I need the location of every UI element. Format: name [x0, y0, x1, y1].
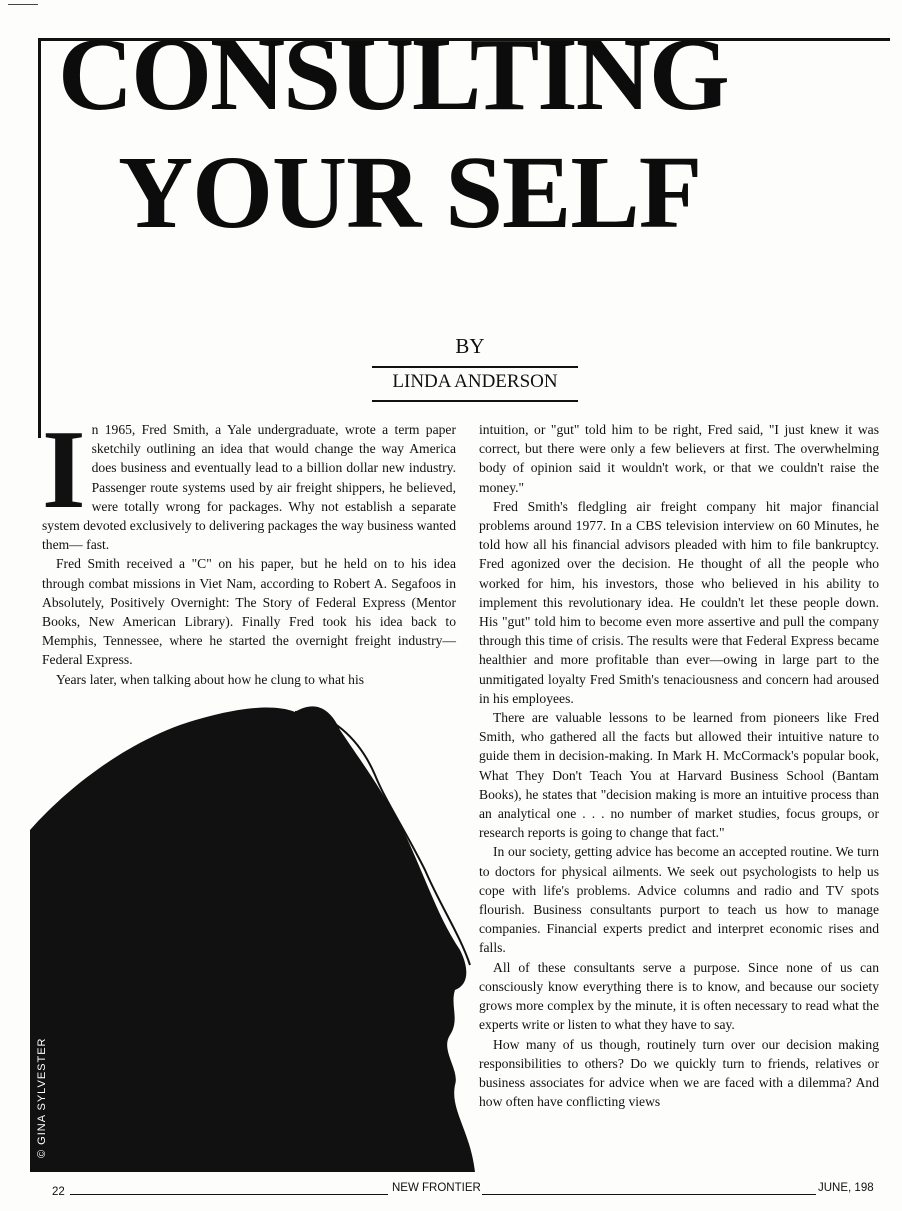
drop-cap: I	[42, 408, 86, 532]
article-column-1	[42, 408, 456, 689]
profile-silhouette-illustration	[30, 690, 475, 1172]
headline-line-2: YOUR SELF	[118, 135, 702, 250]
paragraph: In our society, getting advice has become an accepted routine. We turn to doctors for physical ailments. We seek out psychologists to help us cope with life's problems. Advice columns and radio and TV spots flourish. Business consultants purport to teach us how to manage companies. Financial experts predict and interpret economic rises and falls.	[479, 844, 879, 956]
paragraph: How many of us though, routinely turn over our decision making responsibilities to others? Do we quickly turn to friends, relatives or business associates for advice when we are faced with a dilemma? And how often have conflicting views	[479, 1036, 879, 1110]
paragraph: Fred Smith's fledgling air freight company hit major financial problems around 1977. In a CBS television interview on 60 Minutes, he told how all his financial advisors pleaded with him to file bankruptcy. Fred agonized over the decision. He thought of all the people who worked for him, his investors, those who believed in his ability to implement this revolutionary idea. He couldn't let these people down. His "gut" told him to become even more assertive and pull the company through this time of crisis. The results were that Federal Express became healthier and more profitable than ever—owing in large part to the unmitigated loyalty Fred Smith's tenaciousness and concern had aroused in his employees.	[479, 498, 879, 706]
publication-name: NEW FRONTIER	[392, 1182, 481, 1194]
paragraph-text: n 1965, Fred Smith, a Yale undergraduate, wrote a term paper sketchily outlining an idea that would change the way America does business and eventually lead to a billion dollar new industry. Passenger route systems used by air freight shippers, he believed, were totally wrong for packages. Why not establish a separate system devoted exclusively to delivering packages the way business wanted them— fast.	[42, 422, 456, 553]
paragraph: All of these consultants serve a purpose. Since none of us can consciously know everything there is to know, and because our society grows more complex by the minute, it is often necessary to read what the experts write or listen to what they have to say.	[479, 959, 879, 1033]
illustration-credit-text: © GINA SYLVESTER	[36, 1037, 48, 1158]
page-number: 22	[52, 1186, 65, 1198]
byline-rule-top	[372, 366, 578, 368]
illustration-credit	[26, 1037, 48, 1162]
byline-author: LINDA ANDERSON	[392, 371, 558, 392]
silhouette-shape	[30, 706, 475, 1172]
issue-date: JUNE, 198	[818, 1182, 874, 1194]
page-footer	[30, 1182, 890, 1202]
headline-line-1: CONSULTING	[58, 17, 728, 132]
byline-by: BY	[455, 334, 485, 358]
paragraph: There are valuable lessons to be learned from pioneers like Fred Smith, who gathered all the facts but allowed their intuitive nature to guide them in decision-making. In Mark H. McCormack's popular book, What They Don't Teach You at Harvard Business School (Bantam Books), he states that "decision making is more an intuitive process than an analytical one . . . no number of market studies, focus groups, or research reports is going to change that fact."	[479, 710, 879, 841]
byline-rule-bottom	[372, 400, 578, 402]
footer-rule-right	[482, 1194, 816, 1195]
paragraph	[42, 408, 456, 554]
footer-rule-left	[70, 1194, 388, 1195]
paragraph: Fred Smith received a "C" on his paper, but he held on to his idea through combat missions in Viet Nam, according to Robert A. Segafoos in Absolutely, Positively Overnight: The Story of Federal Express (Mentor Books, New American Library). Finally Fred took his idea back to Memphis, Tennessee, where he started the overnight freight industry— Federal Express.	[42, 556, 456, 668]
article-column-2	[479, 420, 879, 1111]
headline-side-rule	[38, 38, 41, 438]
scan-mark	[8, 4, 38, 5]
paragraph: Years later, when talking about how he clung to what his	[56, 671, 365, 687]
paragraph: intuition, or "gut" told him to be right, Fred said, "I just knew it was correct, but there were only a few believers at first. The overwhelming body of opinion said it wouldn't work, or that we couldn't raise the money."	[479, 422, 879, 495]
